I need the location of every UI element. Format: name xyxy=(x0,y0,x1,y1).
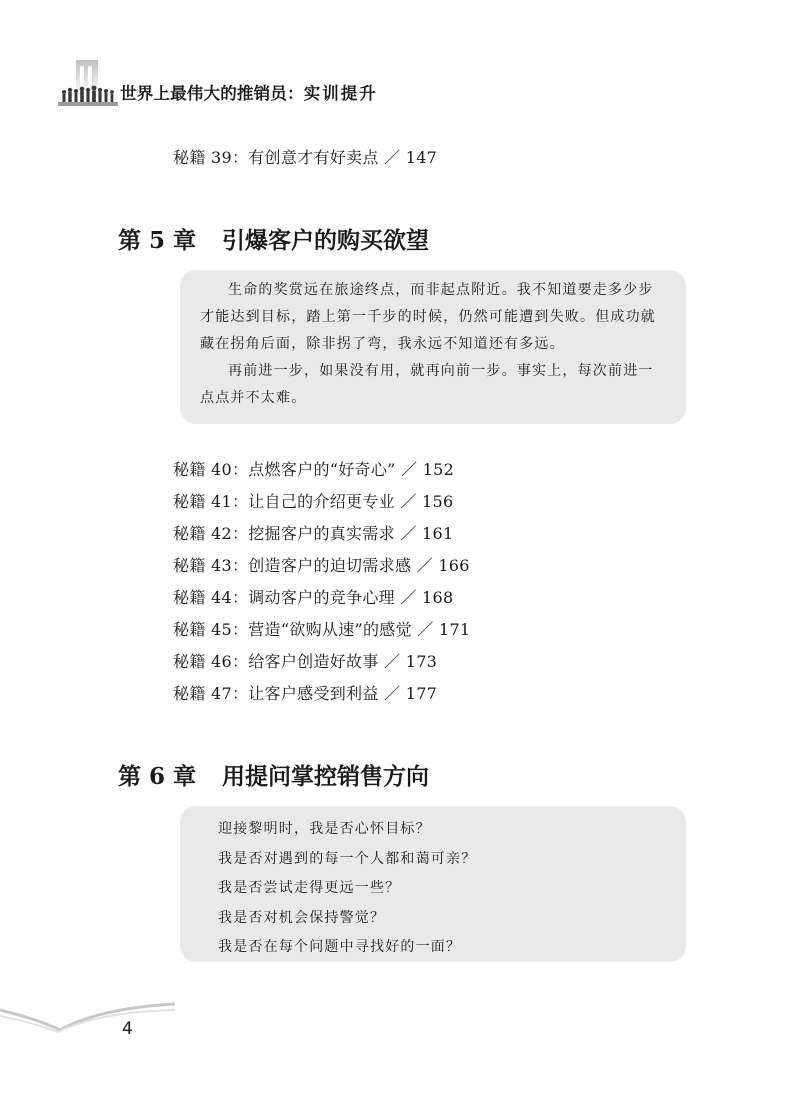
toc-entry-39: 秘籍 39：有创意才有好卖点 ／ 147 xyxy=(173,148,438,167)
quote-line: 我是否对遇到的每一个人都和蔼可亲？ xyxy=(218,850,477,867)
quote-paragraph: 再前进一步，如果没有用，就再向前一步。事实上，每次前进一点点并不太难。 xyxy=(200,363,654,406)
quote-line: 我是否在每个问题中寻找好的一面？ xyxy=(218,939,462,955)
toc-entry: 秘籍 43：创造客户的迫切需求感 ／ 166 xyxy=(173,556,470,575)
toc-entry: 秘籍 40：点燃客户的“好奇心” ／ 152 xyxy=(173,460,455,479)
toc-entry: 秘籍 44：调动客户的竞争心理 ／ 168 xyxy=(173,588,454,607)
page-curl-decoration xyxy=(0,998,175,1034)
chapter-6-quote-box xyxy=(180,806,686,962)
chapter-6-number: 第 6 章 xyxy=(118,763,197,790)
chapter-5-title: 引爆客户的购买欲望 xyxy=(222,227,430,254)
page-number: 4 xyxy=(122,1019,133,1039)
toc-entry: 秘籍 41：让自己的介绍更专业 ／ 156 xyxy=(173,492,454,511)
toc-entry: 秘籍 42：挖掘客户的真实需求 ／ 161 xyxy=(173,524,454,543)
quote-paragraph: 生命的奖赏远在旅途终点，而非起点附近。我不知道要走多少步才能达到目标，踏上第一千步的时候，仍然可能遭到失败。但成功就藏在拐角后面，除非拐了弯，我永远不知道还有多远。 xyxy=(200,282,656,352)
quote-line: 迎接黎明时，我是否心怀目标？ xyxy=(218,821,431,837)
chapter-5-quote-box xyxy=(180,270,686,424)
header-title: 世界上最伟大的推销员：实训提升 xyxy=(120,84,378,103)
toc-entry: 秘籍 47：让客户感受到利益 ／ 177 xyxy=(173,684,438,703)
silhouette-crowd-icon xyxy=(58,56,118,114)
running-header xyxy=(58,56,478,116)
chapter-5-number: 第 5 章 xyxy=(118,227,197,254)
toc-entry: 秘籍 45：营造“欲购从速”的感觉 ／ 171 xyxy=(173,620,471,639)
header-subtitle: 实训提升 xyxy=(303,84,378,103)
toc-entry: 秘籍 46：给客户创造好故事 ／ 173 xyxy=(173,652,438,671)
quote-line: 我是否尝试走得更远一些？ xyxy=(218,880,401,896)
chapter-5-heading xyxy=(118,222,429,255)
chapter-6-title: 用提问掌控销售方向 xyxy=(222,763,430,790)
chapter-6-heading xyxy=(118,758,429,791)
quote-line: 我是否对机会保持警觉？ xyxy=(218,909,386,926)
